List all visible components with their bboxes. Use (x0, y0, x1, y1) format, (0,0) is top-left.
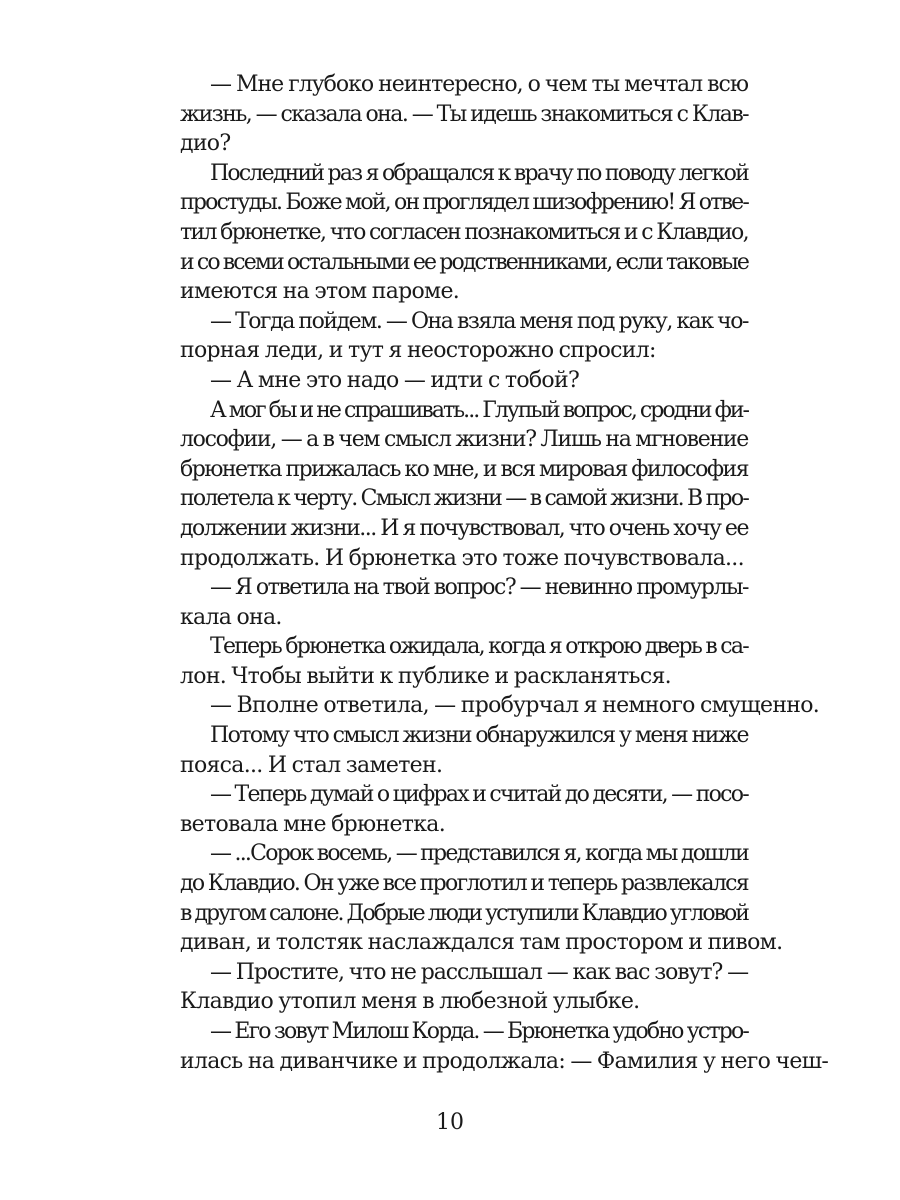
text-line: жизнь, — сказала она. — Ты идешь знакомиться с Клав- (180, 101, 749, 127)
paragraph-first-line: Теперь брюнетка ожидала, когда я открою дверь в са- (210, 634, 748, 660)
text-line: и со всеми остальными ее родственниками, если таковые (180, 249, 748, 275)
text-line: илась на диванчике и продолжала: — Фамилия у него чеш- (180, 1048, 829, 1074)
paragraph-first-line: — Тогда пойдем. — Она взяла меня под руку, как чо- (210, 308, 748, 334)
text-line: продолжать. И брюнетка это тоже почувствовала... (180, 545, 744, 571)
text-line: пояса... И стал заметен. (180, 752, 443, 778)
body-text (180, 70, 829, 1076)
text-line: тил брюнетке, что согласен познакомиться и с Клавдио, (180, 219, 748, 245)
text-line: до Клавдио. Он уже все проглотил и теперь развлекался (180, 871, 748, 897)
paragraph-first-line: — ...Сорок восемь, — представился я, когда мы дошли (210, 841, 748, 867)
text-line: имеются на этом пароме. (180, 279, 460, 305)
paragraph-first-line: — Его зовут Милош Корда. — Брюнетка удобно устро- (210, 1019, 748, 1044)
text-line: брюнетка прижалась ко мне, и вся мировая философия (180, 456, 749, 482)
paragraph-first-line: — Теперь думай о цифрах и считай до десяти, — посо- (210, 782, 748, 808)
paragraph-first-line: А мог бы и не спрашивать... Глупый вопрос, сродни фи- (210, 397, 748, 423)
text-line: полетела к черту. Смысл жизни — в самой жизни. В про- (180, 486, 748, 512)
text-line: дио? (180, 131, 231, 157)
text-line: диван, и толстяк наслаждался там простором и пивом. (180, 930, 783, 956)
text-line: должении жизни... И я почувствовал, что очень хочу ее (180, 515, 748, 541)
paragraph-first-line: — А мне это надо — идти с тобой? (210, 367, 580, 393)
page-number: 10 (436, 1110, 464, 1135)
text-line: кала она. (180, 604, 282, 630)
text-line: в другом салоне. Добрые люди уступили Клавдио угловой (180, 900, 748, 926)
text-line: ветовала мне брюнетка. (180, 811, 445, 837)
paragraph-first-line: — Мне глубоко неинтересно, о чем ты мечтал всю (210, 72, 748, 97)
paragraph-first-line: Последний раз я обращался к врачу по поводу легкой (210, 160, 748, 186)
paragraph-first-line: — Вполне ответила, — пробурчал я немного смущенно. (210, 693, 820, 719)
paragraph-first-line: Потому что смысл жизни обнаружился у меня ниже (210, 723, 749, 749)
text-line: лон. Чтобы выйти к публике и раскланяться. (180, 663, 671, 689)
text-line: простуды. Боже мой, он проглядел шизофрению! Я отве- (180, 190, 748, 216)
paragraph-first-line: — Я ответила на твой вопрос? — невинно промурлы- (210, 575, 748, 601)
text-line: Клавдио утопил меня в любезной улыбке. (180, 989, 640, 1015)
text-line: лософии, — а в чем смысл жизни? Лишь на мгновение (180, 427, 748, 453)
paragraph-first-line: — Простите, что не расслышал — как вас зовут? — (210, 959, 749, 985)
text-line: порная леди, и тут я неосторожно спросил: (180, 338, 656, 364)
